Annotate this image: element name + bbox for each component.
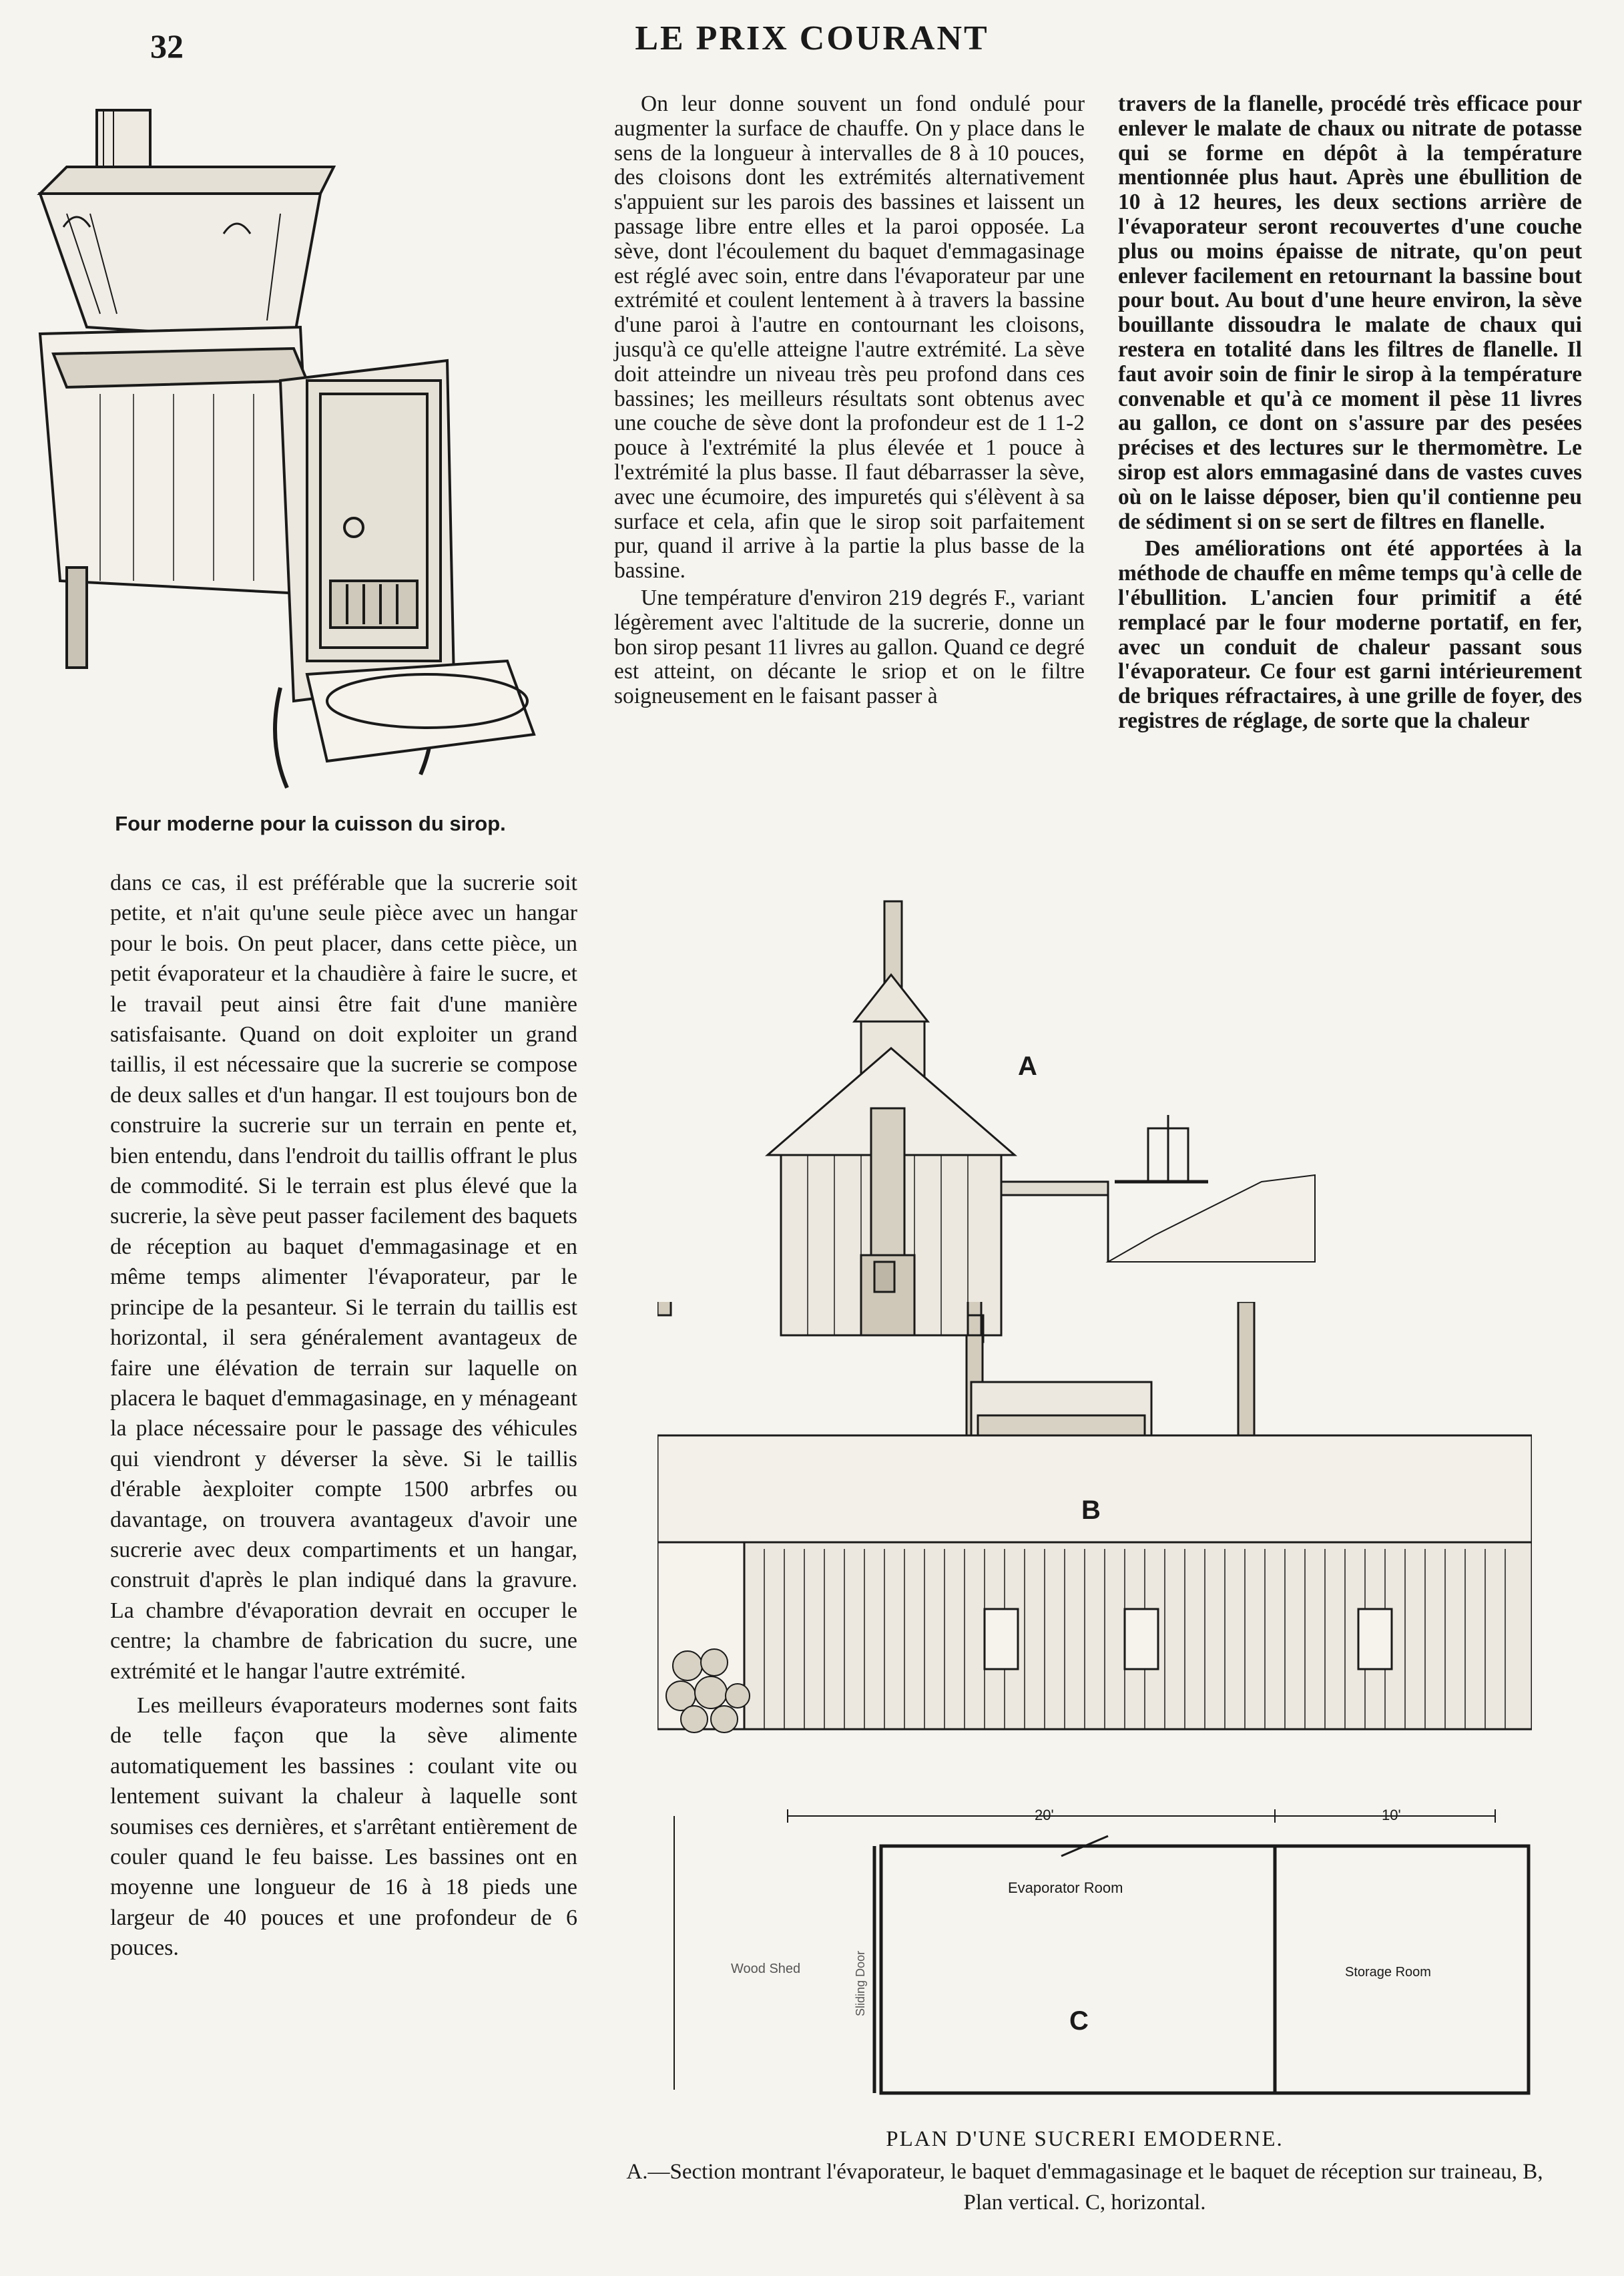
sugarhouse-elevation-b bbox=[657, 1302, 1532, 1736]
evaporator-room-label: Evaporator Room bbox=[1008, 1879, 1123, 1896]
label-b: B bbox=[1081, 1496, 1101, 1525]
paragraph: dans ce cas, il est préférable que la sucrerie soit petite, et n'ait qu'une seule pièce avec un hangar pour le bois. On peut placer, dans cette pièce, un petit évaporateur et la chaudière à faire le sucre, et le travail peut ainsi être fait d'une manière satisfaisante. Quand on doit exploiter un grand taillis, il est nécessaire que la sucrerie se compose de deux salles et d'un hangar. Il est toujours bon de construire la sucrerie sur un terrain en pente et, bien entendu, dans l'endroit du taillis offrant le plus de commodité. Si le terrain est plus élevé que la sucrerie, la sève peut passer facilement des baquets de réception au baquet d'emmagasinage et en même temps alimenter l'évaporateur, par le principe de la pesanteur. Si le terrain du taillis est horizontal, il sera généralement avantageux de faire une élévation de terrain sur laquelle on placera le baquet d'emmagasinage, en y ménageant la place nécessaire pour le passage des véhicules qui viendront y déverser la sève. Si le taillis d'érable àexploiter compte 1500 arbrfes ou davantage, on trouvera avantageux d'avoir une sucrerie avec deux compartiments et un hangar, construit d'après le plan indiqué dans la gravure. La chambre d'évaporation devrait en occuper le centre; la chambre de fabrication du sucre, une extrémité et le hangar l'autre extrémité. bbox=[110, 871, 577, 1684]
page-number: 32 bbox=[150, 27, 184, 65]
article-column-left bbox=[110, 868, 577, 1964]
label-a: A bbox=[1018, 1052, 1037, 1081]
paragraph: travers de la flanelle, procédé très efficace pour enlever le malate de chaux ou nitrate de potasse qui se forme en dépôt à la température mentionnée plus haut. Après une ébullition de 10 à 12 heures, les deux sections arrière de l'évaporateur seront recouvertes d'une couche plus ou moins épaisse de nitrate, qu'on peut enlever facilement en retournant la bassine bout pour bout. Au bout d'une heure environ, la sève bouillante dissoudra le malate de chaux qui restera en totalité dans les filtres de flanelle. Il faut avoir soin de finir le sirop à la température convenable et qu'à ce moment il pèse 11 livres au gallon, ce dont on s'assure par des pesées précises et des lectures sur le thermomètre. Le sirop est alors emmagasiné dans de vastes cuves où on le laisse déposer, bien qu'il contienne peu de sédiment si on se sert de filtres en flanelle. bbox=[1118, 91, 1582, 534]
article-column-right bbox=[1118, 92, 1582, 734]
oven-caption: Four moderne pour la cuisson du sirop. bbox=[115, 812, 506, 835]
dim-10ft: 10' bbox=[1382, 1807, 1401, 1823]
plan-caption: A.—Section montrant l'évaporateur, le baquet d'emmagasinage et le baquet de réception sur traineau, B, Plan vertical. C, horizontal. bbox=[626, 2160, 1543, 2215]
plan-title: PLAN D'UNE SUCRERI EMODERNE. bbox=[886, 2127, 1284, 2151]
paragraph: Des améliorations ont été apportées à la méthode de chauffe en même temps qu'à celle de l'ébullition. L'ancien four primitif a été remplacé par le four moderne portatif, en fer, avec un conduit de chaleur passant sous l'évaporateur. Ce four est garni intérieurement de briques réfractaires, à une grille de foyer, des registres de réglage, de sorte que la chaleur bbox=[1118, 536, 1582, 733]
journal-title: LE PRIX COURANT bbox=[635, 19, 989, 57]
oven-illustration bbox=[27, 100, 574, 801]
sugarhouse-floorplan-c bbox=[661, 1796, 1542, 2110]
storage-room-label: Storage Room bbox=[1345, 1965, 1431, 1980]
article-column-middle bbox=[614, 92, 1085, 709]
paragraph: On leur donne souvent un fond ondulé pour augmenter la surface de chauffe. On y place dans le sens de la longueur à intervalles de 8 à 10 pouces, des cloisons dont les extrémités alternativement s'appuient sur les parois des bassines et laissent un passage libre entre elles et la paroi opposée. La sève, dont l'écoulement du baquet d'emmagasinage est réglé avec soin, entre dans l'évaporateur par une extrémité et coulent lentement à à travers la bassine d'une paroi à l'autre en contournant les cloisons, jusqu'à ce qu'elle atteigne l'autre extrémité. La sève doit atteindre un niveau très peu profond dans ces bassines; les meilleurs résultats sont obtenus avec une couche de sève dont la profondeur est de 1 1-2 pouce à l'extrémité la plus élevée et 1 pouce à l'extrémité la plus basse. Il faut débarrasser la sève, avec une écumoire, des impuretés qui s'élèvent à sa surface et cela, afin que le sirop soit parfaitement pur, quand il arrive à la partie la plus basse de la bassine. bbox=[614, 91, 1085, 584]
label-c: C bbox=[1069, 2006, 1089, 2036]
dim-20ft: 20' bbox=[1035, 1807, 1054, 1823]
sugarhouse-section-a bbox=[754, 888, 1322, 1342]
paragraph: Les meilleurs évaporateurs modernes sont faits de telle façon que la sève alimente automatiquement les bassines : coulant vite ou lentement suivant la chaleur à laquelle sont soumises ces dernières, et s'arrêtant entièrement de couler quand le feu baisse. Les bassines ont en moyenne une longueur de 16 à 18 pieds une largeur de 40 pouces et une profondeur de 6 pouces. bbox=[110, 1692, 577, 1961]
wood-shed-label: Wood Shed bbox=[731, 1962, 801, 1976]
sliding-door-label: Sliding Door bbox=[854, 1950, 867, 2016]
paragraph: Une température d'environ 219 degrés F., variant légèrement avec l'altitude de la sucrerie, donne un bon sirop pesant 11 livres au gallon. Quand ce degré est atteint, on décante le sriop et on le filtre soigneusement en le faisant passer à bbox=[614, 585, 1085, 709]
